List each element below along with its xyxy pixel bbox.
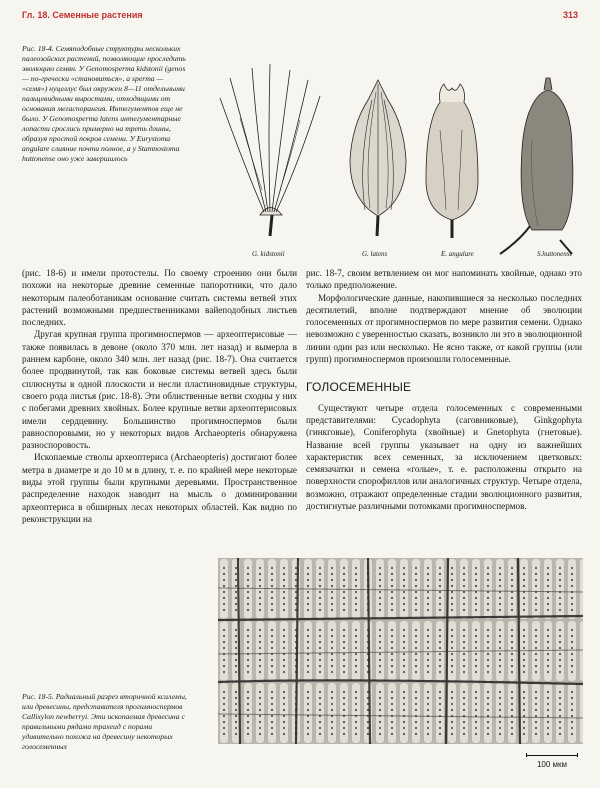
figure-4-caption — [22, 44, 190, 164]
running-head: Гл. 18. Семенные растения — [22, 10, 143, 20]
label-e-angulare: E. angulare — [441, 250, 474, 258]
figure-5-caption-text: Рис. 18-5. Радиальный разрез вторичной ксилемы, или древесины, представителя прогимноспермов Callixylon newberryi. Эти ископаемая древесина с правильными рядами трахеид с порами удивительно похожа на древесину некоторых голосеменных — [22, 692, 187, 751]
scale-bar-line — [526, 753, 578, 757]
right-paragraph: рис. 18-7, своим ветвлением он мог напоминать хвойные, однако это только предположение. — [306, 268, 582, 291]
right-paragraph: Морфологические данные, накопившиеся за несколько последних десятилетий, вполне подтверждают мнение об эволюции голосеменных от прогимноспермов по мере развития семени. Однако невозможно с уверенностью сказать, возникло ли это в эволюционной линии один раз или несколько. Не ясно также, от какой группы (или групп) прогимноспермов произошли голосеменные. — [306, 292, 582, 365]
figure-4-seed-drawings — [200, 40, 585, 262]
s-huttonense-drawing — [500, 78, 573, 254]
figure-5-micrograph — [218, 558, 583, 744]
section-title: ГОЛОСЕМЕННЫЕ — [306, 380, 412, 395]
right-column — [306, 267, 582, 512]
page-number: 313 — [562, 10, 578, 20]
left-paragraph: Другая крупная группа прогимноспермов — археоптерисовые — также появилась в девоне (около 370 млн. лет назад) и вымерла в раннем карбоне, около 340 млн. лет назад (рис. 18-7). Она считается более продвинутой, так как боковые системы ветвей здесь были сплюснуты в одной плоскости и несли пластиновидные структуры, своего рода листья (рис. 18-8). Эти облиственные ветви сходны у них с побегами древних хвойных. Более крупные ветви археоптерисовых имели сердцевину. Большинство прогимноспермов были равноспоровыми, но у некоторых видов Archaeopteris обнаружена разноспоровость. — [22, 329, 297, 451]
g-kidstonii-drawing — [220, 64, 320, 236]
scale-bar — [520, 753, 584, 775]
e-angulare-drawing — [426, 84, 478, 238]
left-column — [22, 267, 297, 525]
left-paragraph: (рис. 18-6) и имели протостелы. По своему строению они были похожи на некоторые древние семенные папоротники, что дало некоторым палеоботаникам основание считать системы ветвей этих растений возможными предшественниками вайеподобных листьев последних. — [22, 268, 297, 328]
left-paragraph: Ископаемые стволы археоптериса (Archaeopteris) достигают более метра в диаметре и до 10 м в длину, т. е. по крайней мере некоторые виды этой группы были крупными деревьями. Пространственное распределение находок наводит на мысль о доминировании археоптериса в обширных лесах некоторых областей. Как видно по реконструкции на — [22, 452, 297, 524]
g-latens-drawing — [350, 80, 406, 236]
scale-bar-label: 100 мкм — [536, 760, 568, 769]
label-g-kidstonii: G. kidstonii — [252, 250, 285, 258]
figure-5-caption — [22, 692, 192, 752]
label-g-latens: G. latens — [362, 250, 388, 258]
label-s-huttonense: S.huttonense — [537, 250, 573, 258]
figure-4-caption-text: Рис. 18-4. Семяподобные структуры нескольких палеозойских растений, позволяющие проследить эволюцию семян. У Genomosperma kidstonii (genos — по-гречески «становиться», а sperma — «семя») нуцеллус был окружен 8—11 отдельными пальцевидными выростами, отходящими от основания мегаспорангия. Интегументов еще не было. У Genomosperma latens интегументарные лопасти срослись примерно на треть длины, образуя простой покров семени. У Eurystoma angulare слияние почти полное, а у Stamnostoma huttonense оно уже завершилось — [22, 44, 186, 163]
right-paragraph: Существуют четыре отдела голосеменных с современными представителями: Cycadophyta (саговниковые), Ginkgophyta (гинкговые), Coniferophyta (хвойные) и Gnetophyta (гнетовые). Название всей группы указывает на одну из важнейших характеристик всех семенных, за исключением цветковых: семязачатки и семена «голые», т. е. расположены открыто на поверхности спорофиллов или аналогичных структур. Четыре отдела, возможно, отражают определенные стадии эволюционного развития, достигнутые различными потомками прогимноспермов. — [306, 402, 582, 512]
